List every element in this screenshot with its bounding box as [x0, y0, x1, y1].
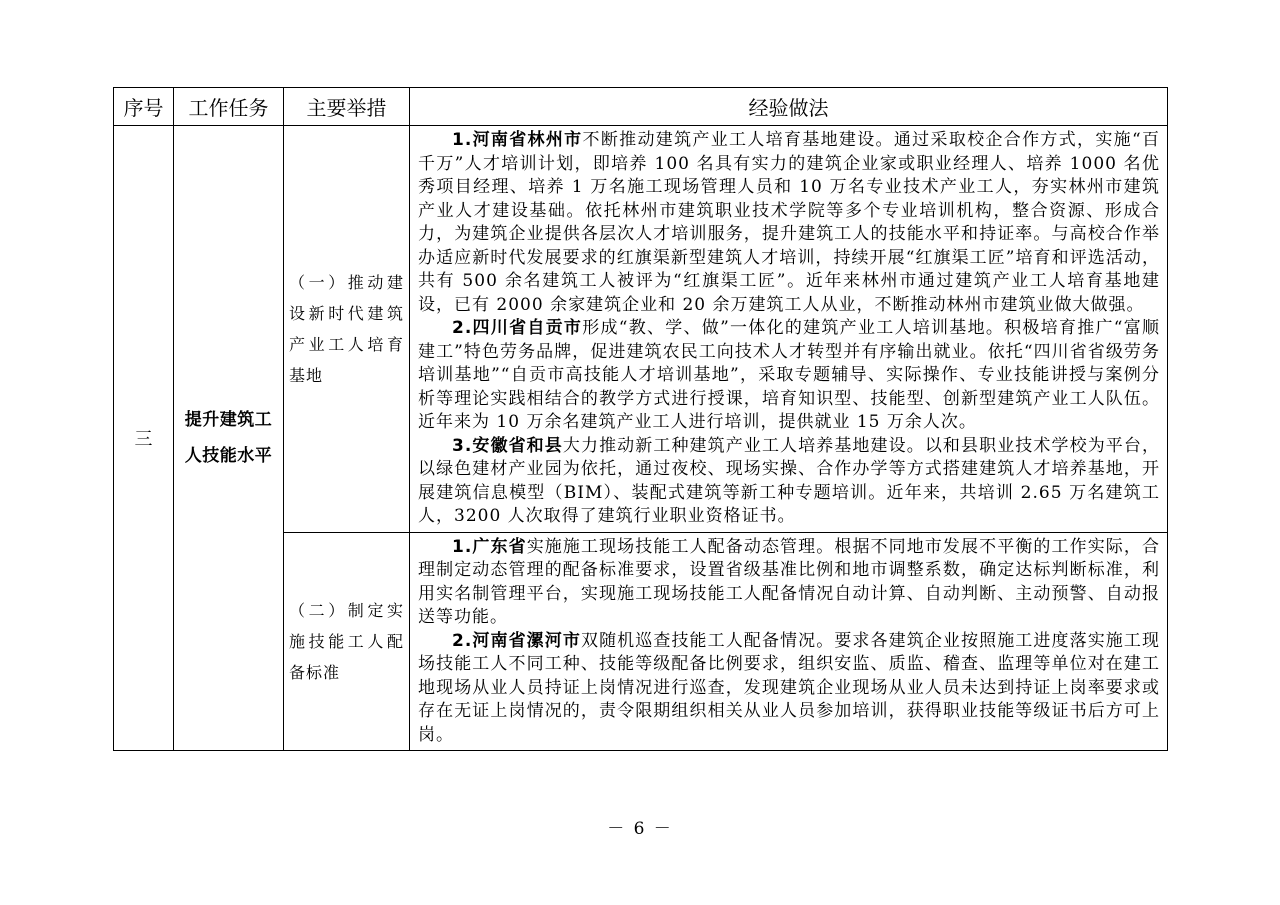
measure-cell: [284, 126, 410, 533]
header-practice: 经验做法: [410, 88, 1168, 126]
header-seq: 序号: [114, 88, 174, 126]
measure-cell: [284, 532, 410, 751]
practice-lead: 2.河南省漯河市: [452, 630, 581, 651]
page-number: － 6 －: [607, 819, 673, 839]
practice-paragraph: [418, 129, 1160, 317]
practice-lead: 1.河南省林州市: [452, 130, 583, 150]
table-header-row: [114, 88, 1168, 126]
practice-cell: [410, 126, 1168, 533]
task-text: 提升建筑工人技能水平: [184, 410, 273, 466]
practice-paragraph: [418, 317, 1160, 435]
practice-lead: 3.安徽省和县: [452, 435, 563, 456]
practice-paragraph: [418, 435, 1160, 529]
practice-paragraph: [418, 536, 1160, 630]
header-measure: 主要举措: [284, 88, 410, 126]
seq-cell: 三: [114, 126, 174, 751]
practice-lead: 2.四川省自贡市: [452, 318, 583, 338]
practice-lead: 1.广东省: [452, 536, 527, 557]
practice-text: 不断推动建筑产业工人培育基地建设。通过采取校企合作方式，实施“百千万”人才培训计划，即培养 100 名具有实力的建筑企业家或职业经理人、培养 1000 名优秀项目经理、培养 1 万名施工现场管理人员和 10 万名专业技术产业工人，夯实林州市建筑产业人才建设基础。依托林州市建筑职业技术学院等多个专业培训机构，整合资源、形成合力，为建筑企业提供各层次人才培训服务，提升建筑工人的技能水平和持证率。与高校合作举办适应新时代发展要求的红旗渠新型建筑人才培训，持续开展“红旗渠工匠”培育和评选活动，共有 500 余名建筑工人被评为“红旗渠工匠”。近年来林州市通过建筑产业工人培育基地建设，已有 2000 余家建筑企业和 20 余万建筑工人从业，不断推动林州市建筑业做大做强。: [418, 130, 1160, 315]
practice-paragraph: [418, 630, 1160, 748]
practice-text: 大力推动新工种建筑产业工人培养基地建设。以和县职业技术学校为平台，以绿色建材产业园为依托，通过夜校、现场实操、合作办学等方式搭建建筑人才培养基地，开展建筑信息模型（BIM）、装配式建筑等新工种专题培训。近年来，共培训 2.65 万名建筑工人，3200 人次取得了建筑行业职业资格证书。: [418, 435, 1160, 526]
task-cell: [174, 126, 284, 751]
practice-text: 双随机巡查技能工人配备情况。要求各建筑企业按照施工进度落实施工现场技能工人不同工种、技能等级配备比例要求，组织安监、质监、稽查、监理等单位对在建工地现场从业人员持证上岗情况进行巡查，发现建筑企业现场从业人员未达到持证上岗率要求或存在无证上岗情况的，责令限期组织相关从业人员参加培训，获得职业技能等级证书后方可上岗。: [418, 630, 1160, 745]
measure-label: （一）推动建设新时代建筑产业工人培育基地: [289, 272, 404, 385]
table-row: [114, 126, 1168, 533]
practice-text: 实施施工现场技能工人配备动态管理。根据不同地市发展不平衡的工作实际，合理制定动态管理的配备标准要求，设置省级基准比例和地市调整系数，确定达标判断标准，利用实名制管理平台，实现施工现场技能工人配备情况自动计算、自动判断、主动预警、自动报送等功能。: [418, 536, 1160, 627]
practice-cell: [410, 532, 1168, 751]
experience-table: [113, 87, 1168, 751]
header-task: 工作任务: [174, 88, 284, 126]
practice-text: 形成“教、学、做”一体化的建筑产业工人培训基地。积极培育推广“富顺建工”特色劳务品牌，促进建筑农民工向技术人才转型并有序输出就业。依托“四川省省级劳务培训基地”“自贡市高技能人才培训基地”，采取专题辅导、实际操作、专业技能讲授与案例分析等理论实践相结合的教学方式进行授课，培育知识型、技能型、创新型建筑产业工人队伍。近年来为 10 万余名建筑产业工人进行培训，提供就业 15 万余人次。: [418, 318, 1160, 432]
measure-label: （二）制定实施技能工人配备标准: [289, 600, 404, 682]
